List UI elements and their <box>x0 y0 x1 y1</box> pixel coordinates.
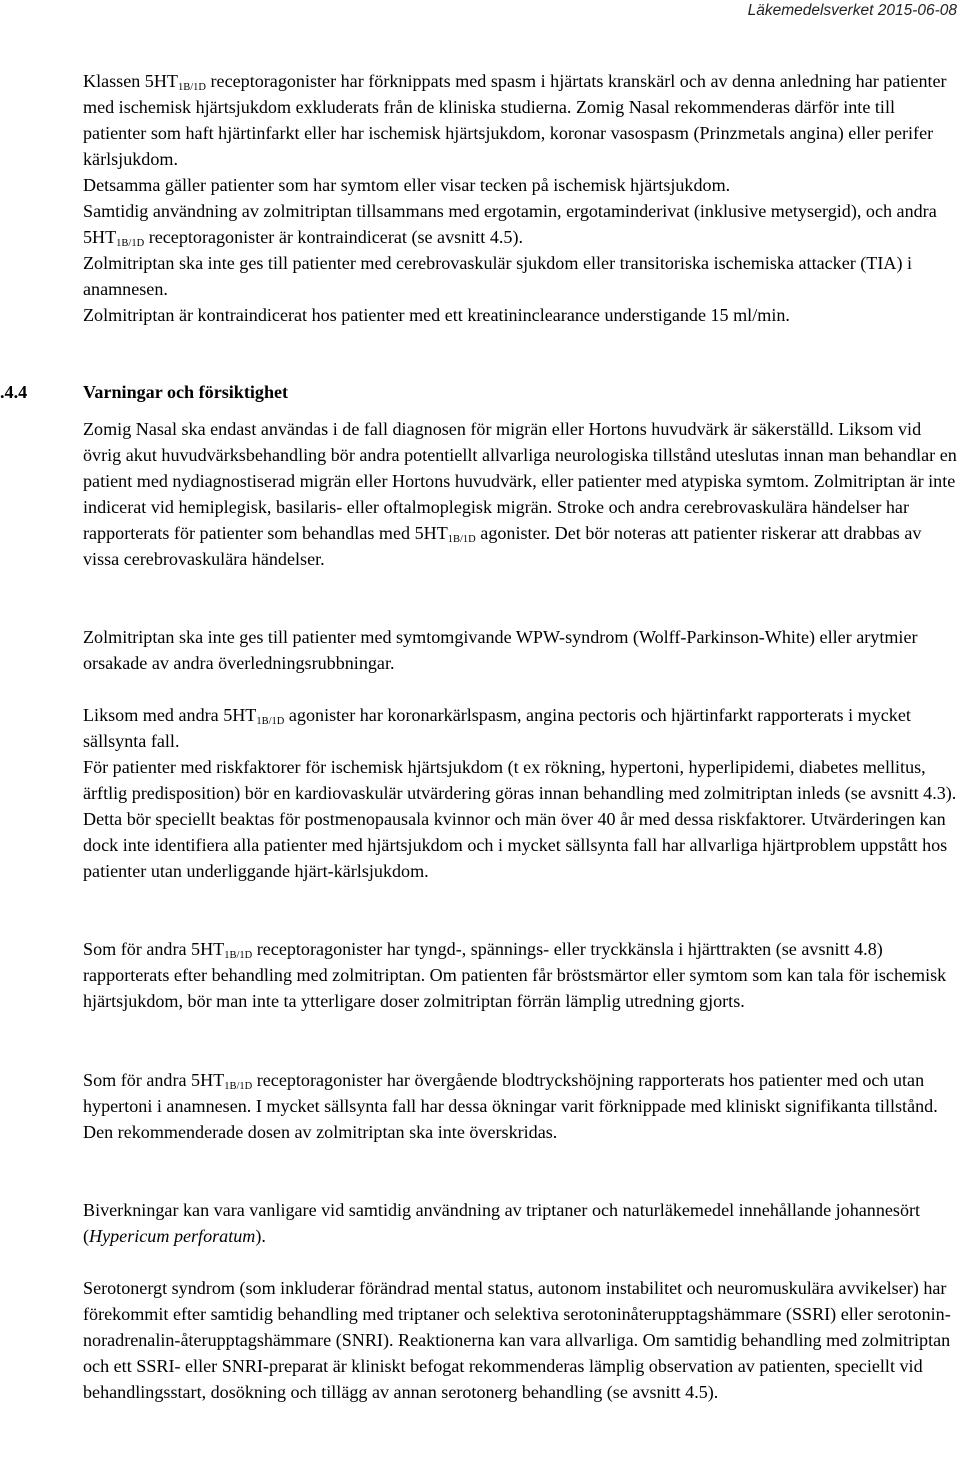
document-header: Läkemedelsverket 2015-06-08 <box>747 2 957 19</box>
paragraph: Zolmitriptan är kontraindicerat hos patienter med ett kreatininclearance understigande 15 ml/min. <box>83 305 790 325</box>
warnings-p5: Som för andra $5HT_{1B/1D}$ receptoragonister har tyngd-, spännings- eller tryckkänsla i hjärttrakten (se avsnitt 4.8) rapporterats efter behandling med zolmitriptan. Om patienten får bröstsmärtor eller symtom som kan tala för ischemisk hjärtsjukdom, bör man inte ta ytterligare doser zolmitriptan förrän lämplig utredning gjorts. <box>83 939 947 1011</box>
contraindication-text <box>83 68 959 328</box>
warnings-p6: Som för andra $5HT_{1B/1D}$ receptoragonister har övergående blodtryckshöjning rapporterats hos patienter med och utan hypertoni i anamnesen. I mycket sällsynta fall har dessa ökningar varit förknippade med kliniskt signifikanta tillstånd. Den rekommenderade dosen av zolmitriptan ska inte överskridas. <box>83 1070 938 1142</box>
paragraph: Samtidig användning av zolmitriptan tillsammans med ergotamin, ergotaminderivat (inklusive metysergid), och andra $5HT_{1B/1D}$ receptoragonister är kontraindicerat (se avsnitt 4.5). <box>83 201 937 249</box>
section-number: .4.4 <box>0 382 28 402</box>
paragraph: Klassen $5HT_{1B/1D}$ receptoragonister har förknippats med spasm i hjärtats kranskärl och av denna anledning har patienter med ischemisk hjärtsjukdom exkluderats från de kliniska studierna. Zomig Nasal rekommenderas därför inte till patienter som haft hjärtinfarkt eller har ischemisk hjärtsjukdom, koronar vasospasm (Prinzmetals angina) eller perifer kärlsjukdom. <box>83 71 947 169</box>
paragraph: Detsamma gäller patienter som har symtom eller visar tecken på ischemisk hjärtsjukdom. <box>83 175 731 195</box>
section-title: Varningar och försiktighet <box>83 382 289 402</box>
warnings-p3: Liksom med andra $5HT_{1B/1D}$ agonister har koronarkärlspasm, angina pectoris och hjärtinfarkt rapporterats i mycket sällsynta fall. För patienter med riskfaktorer för ischemisk hjärtsjukdom (t ex rökning, hypertoni, hyperlipidemi, diabetes mellitus, ärftlig predisposition) bör en kardiovaskulär utvärdering göras innan behandling med zolmitriptan inleds (se avsnitt 4.3). Detta bör speciellt beaktas för postmenopausala kvinnor och män över 40 år med dessa riskfaktorer. Utvärderingen kan dock inte identifiera alla patienter med hjärtsjukdom och i mycket sällsynta fall har allvarliga hjärtproblem uppstått hos patienter utan underliggande hjärt-kärlsjukdom. <box>83 705 957 881</box>
warnings-p7: Biverkningar kan vara vanligare vid samtidig användning av triptaner och naturläkemedel innehållande johannesört (Hypericum perforatum). <box>83 1200 921 1246</box>
paragraph: Zolmitriptan ska inte ges till patienter med cerebrovaskulär sjukdom eller transitoriska ischemiska attacker (TIA) i anamnesen. <box>83 253 913 299</box>
warnings-p1: Zomig Nasal ska endast användas i de fall diagnosen för migrän eller Hortons huvudvärk är säkerställd. Liksom vid övrig akut huvudvärksbehandling bör andra potentiellt allvarliga neurologiska tillstånd uteslutas innan man behandlar en patient med nydiagnostiserad migrän eller Hortons huvudvärk, eller patienter med atypiska symtom. Zolmitriptan är inte indicerat vid hemiplegisk, basilaris- eller oftalmoplegisk migrän. Stroke och andra cerebrovaskulära händelser har rapporterats för patienter som behandlas med $5HT_{1B/1D}$ agonister. Det bör noteras att patienter riskerar att drabbas av vissa cerebrovaskulära händelser. <box>83 419 957 569</box>
warnings-p8: Serotonergt syndrom (som inkluderar förändrad mental status, autonom instabilitet och neuromuskulära avvikelser) har förekommit efter samtidig behandling med triptaner och selektiva serotoninåterupptagshämmare (SSRI) eller serotonin-noradrenalin-återupptagshämmare (SNRI). Reaktionerna kan vara allvarliga. Om samtidig behandling med zolmitriptan och ett SSRI- eller SNRI-preparat är kliniskt befogat rekommenderas lämplig observation av patienten, speciellt vid behandlingsstart, dosökning och tillägg av annan serotonerg behandling (se avsnitt 4.5). <box>83 1278 951 1402</box>
warnings-p2: Zolmitriptan ska inte ges till patienter med symtomgivande WPW-syndrom (Wolff-Parkinson-White) eller arytmier orsakade av andra överledningsrubbningar. <box>83 627 918 673</box>
